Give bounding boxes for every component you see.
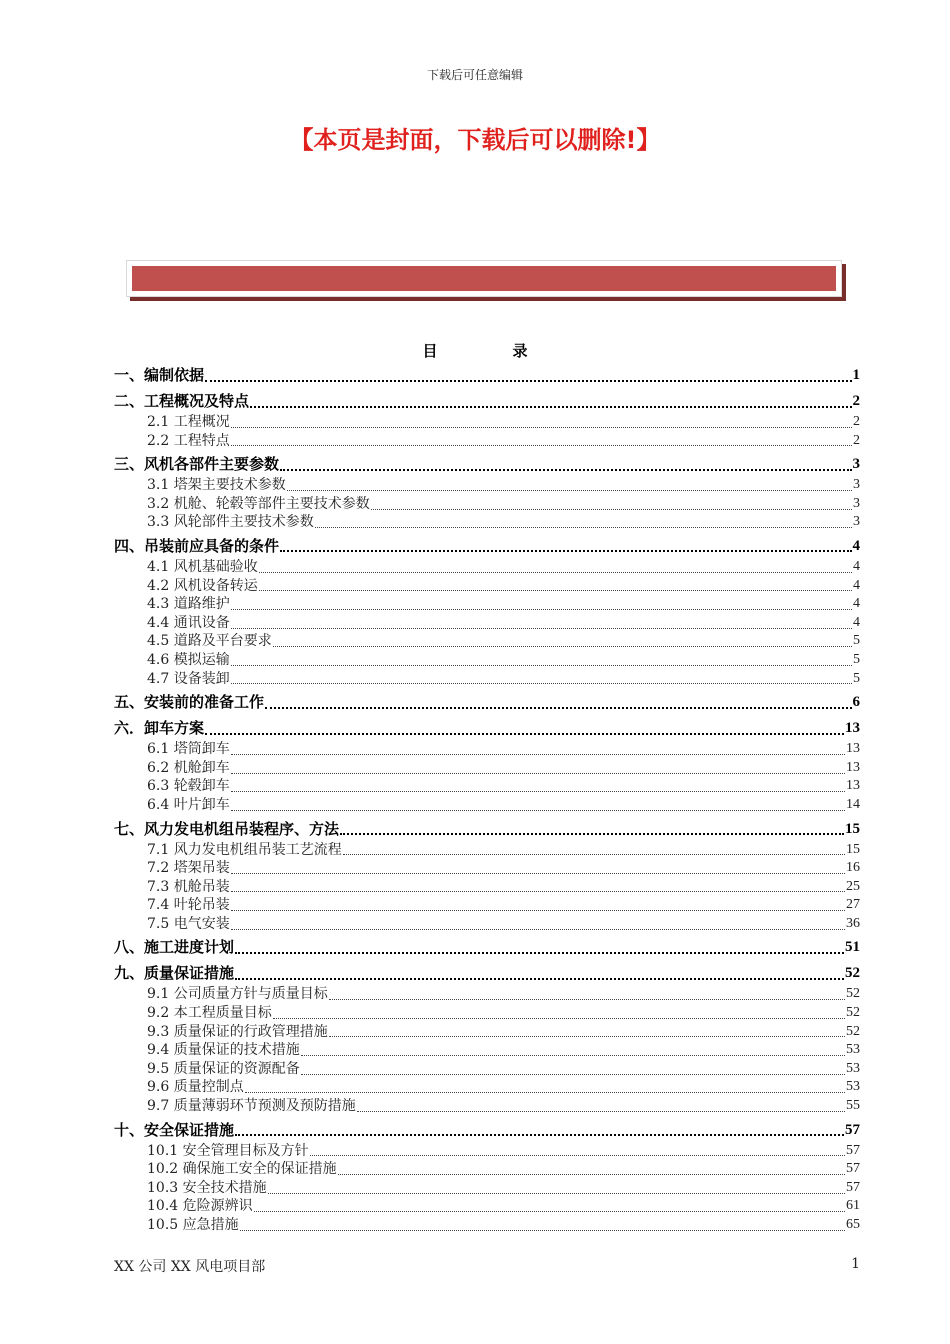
banner-fill — [132, 266, 836, 291]
toc-dot-leader — [231, 683, 852, 684]
toc-dot-leader — [315, 527, 852, 528]
toc-entry-page: 13 — [845, 720, 860, 737]
toc-entry-page: 65 — [846, 1217, 860, 1232]
toc-section-entry[interactable] — [114, 878, 860, 897]
toc-entry-page: 36 — [846, 915, 860, 931]
toc-section-entry[interactable] — [114, 1142, 860, 1161]
decorative-banner — [126, 260, 842, 297]
toc-entry-label: 九、质量保证措施 — [114, 964, 235, 983]
footer-page-number: 1 — [851, 1256, 860, 1272]
toc-entry-label: 三、风机各部件主要参数 — [114, 455, 280, 474]
toc-entry-page: 13 — [846, 759, 860, 775]
toc-dot-leader — [265, 707, 851, 709]
toc-dot-leader — [301, 1074, 845, 1075]
toc-section-entry[interactable] — [114, 1197, 860, 1216]
toc-entry-label: 八、施工进度计划 — [114, 938, 235, 957]
toc-dot-leader — [338, 1174, 845, 1175]
toc-entry-page: 13 — [846, 778, 860, 794]
toc-section-entry[interactable] — [114, 1160, 860, 1179]
toc-dot-leader — [340, 833, 844, 835]
toc-entry-page: 4 — [853, 596, 860, 612]
toc-entry-label: 7.3 机舱吊装 — [147, 878, 230, 895]
toc-entry-label: 五、安装前的准备工作 — [114, 693, 265, 712]
toc-chapter-entry[interactable] — [114, 936, 860, 959]
toc-dot-leader — [231, 873, 845, 874]
toc-entry-label: 四、吊装前应具备的条件 — [114, 536, 280, 555]
toc-entry-page: 3 — [852, 456, 860, 473]
toc-entry-page: 4 — [853, 614, 860, 630]
toc-section-entry[interactable] — [114, 413, 860, 432]
toc-dot-leader — [280, 550, 851, 552]
toc-entry-label: 6.1 塔筒卸车 — [147, 741, 230, 758]
toc-chapter-entry[interactable] — [114, 364, 860, 387]
toc-entry-page: 61 — [846, 1198, 860, 1214]
toc-section-entry[interactable] — [114, 651, 860, 670]
toc-dot-leader — [231, 609, 852, 610]
toc-dot-leader — [231, 628, 852, 629]
toc-entry-label: 4.5 道路及平台要求 — [147, 633, 272, 650]
toc-section-entry[interactable] — [114, 759, 860, 778]
toc-entry-page: 2 — [853, 432, 860, 448]
toc-chapter-entry[interactable] — [114, 818, 860, 841]
toc-dot-leader — [235, 978, 844, 980]
toc-dot-leader — [205, 380, 851, 382]
toc-entry-page: 3 — [853, 514, 860, 530]
toc-entry-label: 10.3 安全技术措施 — [147, 1179, 267, 1196]
toc-section-entry[interactable] — [114, 915, 860, 934]
toc-dot-leader — [268, 1193, 845, 1194]
toc-entry-label: 10.1 安全管理目标及方针 — [147, 1142, 309, 1159]
toc-entry-page: 55 — [846, 1098, 860, 1114]
toc-entry-page: 5 — [853, 651, 860, 667]
toc-entry-label: 3.3 风轮部件主要技术参数 — [147, 514, 314, 531]
toc-dot-leader — [235, 1134, 844, 1136]
toc-section-entry[interactable] — [114, 558, 860, 577]
toc-entry-label: 7.2 塔架吊装 — [147, 860, 230, 877]
toc-chapter-entry[interactable] — [114, 453, 860, 476]
toc-entry-page: 57 — [845, 1121, 860, 1138]
toc-entry-page: 3 — [853, 495, 860, 511]
toc-dot-leader — [231, 910, 845, 911]
toc-dot-leader — [371, 509, 852, 510]
toc-dot-leader — [231, 665, 852, 666]
toc-entry-page: 57 — [846, 1142, 860, 1158]
toc-chapter-entry[interactable] — [114, 962, 860, 985]
toc-entry-label: 4.2 风机设备转运 — [147, 577, 258, 594]
toc-dot-leader — [231, 929, 845, 930]
toc-section-entry[interactable] — [114, 1216, 860, 1235]
toc-dot-leader — [235, 952, 844, 954]
toc-chapter-entry[interactable] — [114, 390, 860, 413]
toc-section-entry[interactable] — [114, 740, 860, 759]
toc-entry-label: 六．卸车方案 — [114, 719, 205, 738]
toc-section-entry[interactable] — [114, 896, 860, 915]
toc-section-entry[interactable] — [114, 432, 860, 451]
toc-entry-label: 6.2 机舱卸车 — [147, 759, 230, 776]
toc-dot-leader — [250, 406, 851, 408]
toc-dot-leader — [280, 469, 851, 471]
toc-entry-page: 15 — [845, 820, 860, 837]
toc-title: 目 录 — [422, 342, 558, 360]
toc-entry-label: 4.4 通讯设备 — [147, 614, 230, 631]
toc-entry-page: 25 — [846, 878, 860, 894]
toc-section-entry[interactable] — [114, 1097, 860, 1116]
toc-section-entry[interactable] — [114, 495, 860, 514]
toc-dot-leader — [357, 1111, 845, 1112]
toc-entry-label: 3.2 机舱、轮毂等部件主要技术参数 — [147, 495, 370, 512]
toc-section-entry[interactable] — [114, 1179, 860, 1198]
toc-entry-label: 4.6 模拟运输 — [147, 651, 230, 668]
toc-dot-leader — [231, 791, 845, 792]
toc-entry-page: 3 — [853, 477, 860, 493]
toc-dot-leader — [245, 1092, 845, 1093]
table-of-contents — [114, 364, 860, 1235]
toc-entry-page: 4 — [852, 537, 860, 554]
toc-dot-leader — [231, 810, 845, 811]
toc-dot-leader — [310, 1155, 845, 1156]
toc-entry-page: 15 — [846, 841, 860, 857]
toc-section-entry[interactable] — [114, 777, 860, 796]
toc-section-entry[interactable] — [114, 1078, 860, 1097]
toc-dot-leader — [273, 1018, 845, 1019]
toc-section-entry[interactable] — [114, 632, 860, 651]
toc-entry-label: 6.3 轮毂卸车 — [147, 778, 230, 795]
toc-entry-label: 9.2 本工程质量目标 — [147, 1005, 272, 1022]
toc-dot-leader — [343, 854, 845, 855]
toc-section-entry[interactable] — [114, 985, 860, 1004]
toc-entry-label: 7.4 叶轮吊装 — [147, 897, 230, 914]
toc-chapter-entry[interactable] — [114, 717, 860, 740]
toc-dot-leader — [329, 999, 845, 1000]
toc-entry-page: 53 — [846, 1042, 860, 1058]
toc-section-entry[interactable] — [114, 614, 860, 633]
toc-section-entry[interactable] — [114, 859, 860, 878]
toc-chapter-entry[interactable] — [114, 535, 860, 558]
toc-section-entry[interactable] — [114, 1004, 860, 1023]
toc-entry-label: 6.4 叶片卸车 — [147, 796, 230, 813]
toc-entry-label: 9.6 质量控制点 — [147, 1079, 244, 1096]
toc-dot-leader — [273, 646, 852, 647]
toc-dot-leader — [231, 754, 845, 755]
toc-entry-page: 1 — [852, 367, 860, 383]
toc-entry-page: 51 — [845, 939, 860, 956]
toc-entry-label: 9.3 质量保证的行政管理措施 — [147, 1023, 328, 1040]
toc-section-entry[interactable] — [114, 595, 860, 614]
toc-entry-label: 十、安全保证措施 — [114, 1120, 235, 1139]
toc-entry-label: 9.4 质量保证的技术措施 — [147, 1042, 300, 1059]
toc-dot-leader — [259, 590, 852, 591]
toc-section-entry[interactable] — [114, 670, 860, 689]
toc-entry-page: 52 — [846, 1023, 860, 1039]
toc-dot-leader — [231, 427, 852, 428]
toc-entry-page: 4 — [853, 577, 860, 593]
toc-entry-page: 53 — [846, 1060, 860, 1076]
toc-dot-leader — [254, 1211, 845, 1212]
toc-dot-leader — [329, 1036, 845, 1037]
toc-entry-page: 2 — [852, 393, 860, 409]
toc-entry-page: 27 — [846, 897, 860, 913]
toc-dot-leader — [231, 891, 845, 892]
toc-dot-leader — [259, 572, 852, 573]
toc-entry-label: 一、编制依据 — [114, 366, 205, 384]
toc-section-entry[interactable] — [114, 1060, 860, 1079]
toc-section-entry[interactable] — [114, 513, 860, 532]
toc-entry-page: 57 — [846, 1179, 860, 1195]
toc-entry-page: 6 — [852, 694, 860, 711]
toc-section-entry[interactable] — [114, 476, 860, 495]
toc-dot-leader — [287, 490, 852, 491]
toc-dot-leader — [231, 445, 852, 446]
toc-entry-label: 9.5 质量保证的资源配备 — [147, 1060, 300, 1077]
toc-entry-label: 10.5 应急措施 — [147, 1217, 239, 1233]
toc-entry-label: 二、工程概况及特点 — [114, 392, 250, 410]
toc-entry-page: 52 — [846, 1005, 860, 1021]
toc-section-entry[interactable] — [114, 1041, 860, 1060]
toc-dot-leader — [231, 773, 845, 774]
toc-entry-label: 七、风力发电机组吊装程序、方法 — [114, 819, 340, 838]
toc-entry-page: 4 — [853, 558, 860, 574]
toc-entry-label: 2.1 工程概况 — [147, 414, 230, 430]
toc-entry-label: 7.1 风力发电机组吊装工艺流程 — [147, 841, 342, 858]
toc-dot-leader — [240, 1230, 845, 1231]
toc-section-entry[interactable] — [114, 1023, 860, 1042]
toc-entry-label: 2.2 工程特点 — [147, 432, 230, 449]
cover-note: 【本页是封面，下载后可以删除!】 — [289, 126, 661, 154]
toc-entry-label: 9.7 质量薄弱环节预测及预防措施 — [147, 1098, 356, 1115]
toc-entry-page: 5 — [853, 633, 860, 649]
toc-dot-leader — [205, 733, 844, 735]
toc-entry-label: 4.7 设备装卸 — [147, 670, 230, 687]
toc-entry-label: 4.3 道路维护 — [147, 596, 230, 613]
toc-entry-page: 16 — [846, 860, 860, 876]
toc-entry-page: 52 — [845, 965, 860, 982]
toc-entry-page: 14 — [846, 796, 860, 812]
toc-section-entry[interactable] — [114, 841, 860, 860]
toc-section-entry[interactable] — [114, 796, 860, 815]
footer-organization: XX 公司 XX 风电项目部 — [114, 1259, 266, 1275]
toc-chapter-entry[interactable] — [114, 691, 860, 714]
toc-entry-page: 52 — [846, 986, 860, 1002]
toc-entry-label: 7.5 电气安装 — [147, 915, 230, 932]
toc-entry-label: 4.1 风机基础验收 — [147, 558, 258, 575]
toc-entry-label: 10.4 危险源辨识 — [147, 1198, 253, 1215]
toc-chapter-entry[interactable] — [114, 1119, 860, 1142]
toc-entry-label: 3.1 塔架主要技术参数 — [147, 477, 286, 494]
toc-entry-page: 13 — [846, 741, 860, 757]
header-note: 下载后可任意编辑 — [426, 68, 523, 82]
toc-entry-page: 53 — [846, 1079, 860, 1095]
toc-section-entry[interactable] — [114, 577, 860, 596]
toc-entry-page: 2 — [853, 414, 860, 429]
toc-entry-page: 57 — [846, 1161, 860, 1177]
toc-entry-page: 5 — [853, 670, 860, 686]
toc-dot-leader — [301, 1055, 845, 1056]
toc-entry-label: 10.2 确保施工安全的保证措施 — [147, 1161, 337, 1178]
toc-entry-label: 9.1 公司质量方针与质量目标 — [147, 986, 328, 1003]
